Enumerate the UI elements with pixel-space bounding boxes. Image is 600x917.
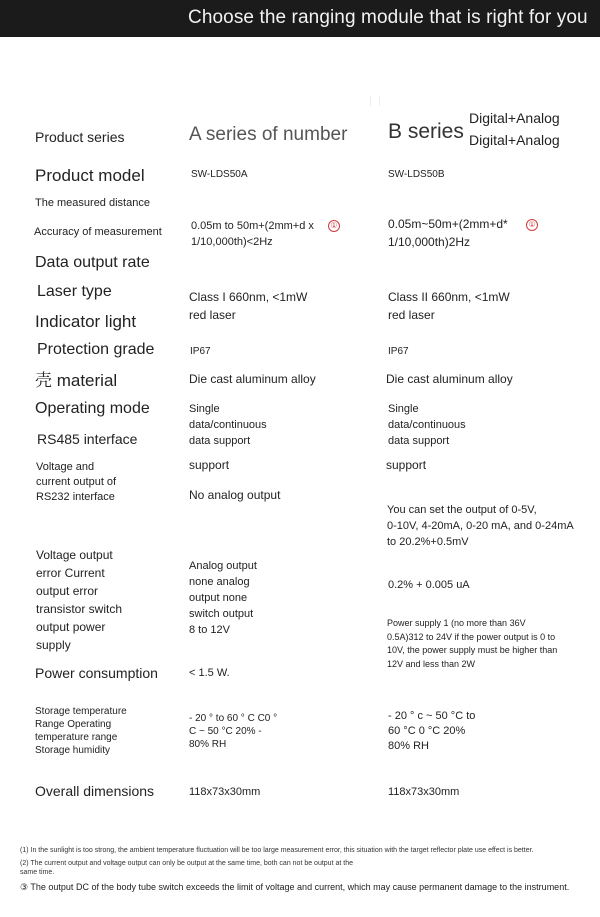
series-b-dimensions: 118x73x30mm	[388, 786, 460, 798]
value-line: 80% RH	[189, 739, 227, 750]
label-product-series: Product series	[35, 129, 125, 145]
value-line: output none	[189, 592, 248, 604]
value-line: C ~ 50 °C 20% -	[189, 726, 262, 737]
series-a-dimensions: 118x73x30mm	[189, 786, 261, 798]
series-b-power-supply	[387, 617, 557, 671]
series-b-protection: IP67	[388, 346, 409, 357]
series-a-protection: IP67	[190, 346, 211, 357]
series-b-laser	[388, 288, 510, 324]
value-line: data support	[388, 435, 450, 447]
label-power-consumption: Power consumption	[35, 665, 158, 681]
label-voltage-output	[36, 546, 122, 654]
page-title: Choose the ranging module that is right for you	[188, 7, 588, 28]
label-line: supply	[36, 638, 71, 652]
series-a-model: SW-LDS50A	[191, 169, 248, 180]
value-line: Single	[189, 403, 220, 415]
label-line: Storage temperature	[35, 706, 127, 717]
label-line: Voltage output	[36, 548, 113, 562]
series-b-voltage-output: 0.2% + 0.005 uA	[388, 579, 470, 591]
label-operating-mode: Operating mode	[35, 400, 150, 417]
value-line: 0.5A)312 to 24V if the power output is 0 to	[387, 631, 556, 642]
series-b-model: SW-LDS50B	[388, 169, 445, 180]
label-line: current output of	[36, 476, 117, 488]
value-line: - 20 ° c ~ 50 °C to	[388, 710, 476, 722]
series-a-power: < 1.5 W.	[189, 667, 230, 679]
series-b-operating-mode	[388, 401, 466, 449]
series-a-name: A series of number	[189, 124, 348, 145]
footnote-2a: (2) The current output and voltage output can only be output at the same time, both can not be output at the	[20, 860, 353, 867]
series-a-storage	[189, 712, 277, 751]
value-line: - 20 ° to 60 ° C C0 °	[189, 713, 278, 724]
label-line: error Current	[36, 566, 105, 580]
value-line: 80% RH	[388, 740, 429, 752]
series-b-name: B series	[388, 120, 464, 143]
value-line: 12V and less than 2W	[387, 658, 476, 669]
label-data-output-rate: Data output rate	[35, 254, 150, 271]
value-line: 8 to 12V	[189, 624, 230, 636]
faint-mark	[370, 96, 380, 106]
label-laser-type: Laser type	[37, 283, 112, 300]
value-line: switch output	[189, 608, 254, 620]
label-line: Voltage and	[36, 461, 95, 473]
value-line: none analog	[189, 576, 250, 588]
value-line: 10V, the power supply must be higher than	[387, 645, 558, 655]
label-line: temperature range	[35, 732, 118, 743]
label-overall-dimensions: Overall dimensions	[35, 783, 155, 799]
value-line: 1/10,000th)<2Hz	[191, 236, 273, 248]
label-storage	[35, 705, 127, 757]
value-line: 1/10,000th)2Hz	[388, 235, 471, 249]
value-line: 60 °C 0 °C 20%	[388, 725, 466, 737]
value-line: 0.05m~50m+(2mm+d*	[388, 217, 508, 231]
footnote-3: ③ The output DC of the body tube switch exceeds the limit of voltage and current, which may cause permanent damage to the instrument.	[20, 882, 570, 892]
header-bar	[0, 0, 600, 37]
label-line: output power	[36, 620, 106, 634]
series-a-material: Die cast aluminum alloy	[189, 372, 316, 386]
label-measured-distance: The measured distance	[35, 197, 150, 209]
value-line: Single	[388, 403, 419, 415]
value-line: red laser	[388, 308, 435, 322]
series-a-voltage-output	[189, 558, 257, 638]
value-line: You can set the output of 0-5V,	[387, 504, 537, 516]
value-line: Class II 660nm, <1mW	[388, 290, 510, 304]
label-rs485: RS485 interface	[37, 431, 138, 447]
series-a-analog: No analog output	[189, 488, 281, 502]
series-a-vc-support: support	[189, 458, 230, 472]
value-line: Class I 660nm, <1mW	[189, 290, 308, 304]
label-line: output error	[36, 584, 99, 598]
label-vc-output	[36, 460, 116, 505]
value-line: red laser	[189, 308, 236, 322]
value-line: data support	[189, 435, 251, 447]
label-protection-grade: Protection grade	[37, 341, 155, 358]
value-line: 0.05m to 50m+(2mm+d x	[191, 220, 314, 232]
series-b-material: Die cast aluminum alloy	[386, 372, 513, 386]
footnote-2b: same time.	[20, 869, 55, 876]
label-line: Storage humidity	[35, 745, 111, 756]
label-line: transistor switch	[36, 602, 123, 616]
note-1-marker-a: ①	[328, 220, 340, 232]
series-a-operating-mode	[189, 401, 267, 449]
series-b-accuracy	[388, 215, 508, 251]
series-a-accuracy	[191, 218, 314, 250]
value-line: data/continuous	[189, 419, 267, 431]
value-line: Analog output	[189, 560, 257, 572]
series-b-storage	[388, 709, 475, 754]
series-b-analog	[387, 502, 574, 550]
label-line: RS232 interface	[36, 491, 115, 503]
label-product-model: Product model	[35, 166, 145, 185]
note-1-marker-b: ①	[526, 219, 538, 231]
value-line: data/continuous	[388, 419, 466, 431]
value-line: to 20.2%+0.5mV	[387, 536, 469, 548]
value-line: Power supply 1 (no more than 36V	[387, 618, 526, 628]
series-b-tag-2: Digital+Analog	[469, 132, 560, 148]
label-indicator-light: Indicator light	[35, 312, 137, 331]
label-material: 壳 material	[35, 371, 118, 390]
label-accuracy: Accuracy of measurement	[34, 226, 162, 238]
value-line: 0-10V, 4-20mA, 0-20 mA, and 0-24mA	[387, 520, 574, 532]
label-line: Range Operating	[35, 719, 112, 730]
series-b-tag-1: Digital+Analog	[469, 110, 560, 126]
series-b-vc-support: support	[386, 458, 427, 472]
footnote-1: (1) In the sunlight is too strong, the ambient temperature fluctuation will be too large measurement error, this situation with the target reflector plate use effect is better.	[20, 847, 534, 854]
series-a-laser	[189, 288, 307, 324]
